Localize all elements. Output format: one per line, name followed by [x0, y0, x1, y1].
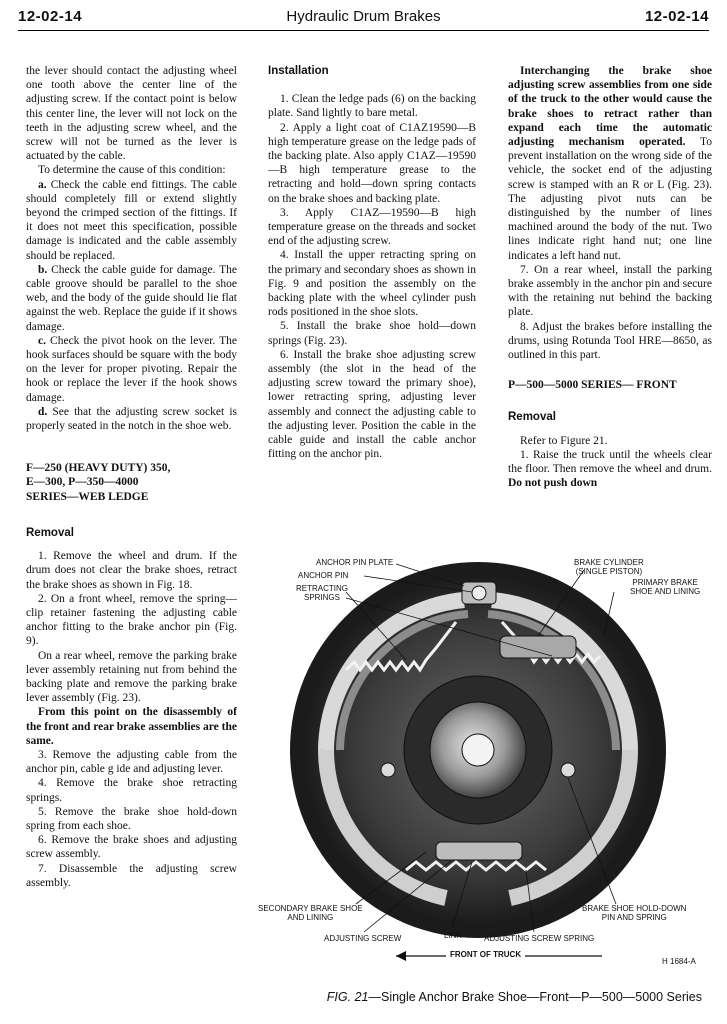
caption-text: —Single Anchor Brake Shoe—Front—P—500—5000 Series: [368, 990, 702, 1004]
label-line: SHOE AND LINING: [630, 587, 701, 596]
label-line: SECONDARY BRAKE SHOE: [258, 904, 363, 913]
item-label: d.: [38, 405, 48, 418]
removal-heading: Removal: [508, 411, 556, 424]
check-item-b: [26, 263, 237, 334]
label-line: PIN AND SPRING: [601, 913, 667, 922]
label-line: (SINGLE PISTON): [575, 567, 643, 576]
item-text: Check the pivot hook on the lever. The hook surfaces should be square with the body on the lever for proper pivoting. Repair the hook or replace the lever if the hook shows damage.: [26, 334, 237, 404]
step: On a rear wheel, remove the parking brake lever assembly retaining nut from behind the backing plate and remove the parking brake lever assembly (Fig. 23).: [26, 649, 237, 705]
figure-reference: H 1684-A: [662, 957, 696, 966]
step: 6. Remove the brake shoes and adjusting screw assembly.: [26, 834, 237, 861]
label-hold-down: [582, 904, 686, 922]
item-text: Check the cable end fittings. The cable should completely fill or extend slightly beyond the crimped section of the fittings. If it does not meet this specification, possible damage is indicated and the cable assembly should be replaced.: [26, 178, 237, 262]
installation-heading: Installation: [268, 65, 329, 77]
check-item-d: [26, 405, 237, 433]
step: 7. On a rear wheel, install the parking brake assembly in the anchor pin and secure with the retaining nut behind the backing plate.: [508, 263, 712, 319]
series-heading: P—500—5000 SERIES— FRONT: [508, 379, 677, 392]
page-header: [0, 0, 727, 32]
column-3: [508, 64, 712, 490]
step: 1. Remove the wheel and drum. If the drum does not clear the brake shoes, retract the brake shoes as shown in Fig. 18.: [26, 550, 237, 591]
item-text: See that the adjusting screw socket is properly seated in the notch in the shoe web.: [26, 405, 237, 433]
brake-cylinder: [500, 636, 576, 658]
hold-down-pin-right: [561, 763, 575, 777]
warning-bold: Interchanging the brake shoe adjusting screw assemblies from one side of the truck to the other would cause the brake shoes to retract rather than expand each time the automatic adjusting mechanism operated.: [508, 65, 712, 149]
header-rule: [18, 30, 709, 31]
series-heading-line: F—250 (HEAVY DUTY) 350,: [26, 462, 171, 475]
step: 7. Disassemble the adjusting screw assembly.: [26, 862, 237, 889]
front-arrow-head: [396, 951, 406, 961]
label-line: BRAKE CYLINDER: [574, 558, 644, 567]
column-2: [268, 64, 476, 461]
step-bold: Do not push down: [508, 477, 598, 490]
label-anchor-pin-plate: ANCHOR PIN PLATE: [316, 558, 394, 567]
figure-21: [256, 552, 726, 982]
hold-down-pin-left: [381, 763, 395, 777]
series-heading-line: SERIES—WEB LEDGE: [26, 490, 149, 503]
label-line: SPRINGS: [303, 593, 340, 602]
label-primary-shoe: [630, 578, 700, 596]
warning-paragraph: [508, 64, 712, 263]
step: 4. Install the upper retracting spring on the primary and secondary shoes as shown in Fig. 9 and position the assembly on the backing plate with the wheel cylinder push rods positioned in the shoe slots.: [268, 249, 476, 319]
label-line: PRIMARY BRAKE: [632, 578, 698, 587]
label-adjusting-screw-spring: ADJUSTING SCREW SPRING: [484, 934, 595, 943]
adjusting-screw: [436, 842, 522, 860]
label-line: AND LINING: [287, 913, 334, 922]
column-1: [26, 64, 237, 890]
label-anchor-pin: ANCHOR PIN: [298, 571, 349, 580]
step-text: 1. Raise the truck until the wheels clear the floor. Then remove the wheel and drum.: [508, 448, 712, 476]
page-number-right: 12-02-14: [644, 8, 709, 25]
item-label: b.: [38, 263, 48, 276]
label-link: LINK: [444, 931, 462, 940]
step: 8. Adjust the brakes before installing the drums, using Rotunda Tool HRE—8650, as outlined in this part.: [508, 320, 712, 362]
paragraph: the lever should contact the adjusting wheel one tooth above the center line of the adjusting screw. If the contact point is below this center line, the lever will not lock on the teeth in the adjusting screw wheel, and the screw will not be turned as the lever is actuated by the cable.: [26, 65, 237, 163]
step: 2. Apply a light coat of C1AZ19590—B high temperature grease on the ledge pads of the backing plate. Also apply C1AZ—19590—B high temperature grease to the retracting and hold—down spring contacts on the brake shoes and backing plate.: [268, 121, 476, 205]
step: 3. Apply C1AZ—19590—B high temperature grease on the threads and socket end of the adjusting screw.: [268, 206, 476, 248]
step: 1. Clean the ledge pads (6) on the backing plate. Sand lightly to bare metal.: [268, 93, 476, 120]
item-label: a.: [38, 178, 47, 191]
item-text: Check the cable guide for damage. The cable groove should be parallel to the shoe web, and the body of the guide should lie flat against the web. Replace the guide if it shows damage.: [26, 263, 237, 333]
figure-caption: [262, 990, 702, 1004]
caption-fig-number: FIG. 21: [326, 990, 369, 1004]
label-retracting-springs: [296, 584, 348, 602]
step: 2. On a front wheel, remove the spring—clip retainer fastening the adjusting cable anchor fitting to the brake anchor pin (Fig. 9).: [26, 592, 237, 648]
anchor-pin: [472, 586, 486, 600]
label-secondary-shoe: [258, 904, 363, 922]
label-adjusting-screw: ADJUSTING SCREW: [324, 934, 402, 943]
warning-rest: To prevent installation on the wrong side of the vehicle, the socket end of the adjusting screw is stamped with an R or L (Fig. 23). The adjusting pivot nuts can be distinguished by the number of lines machined around the body of the nut. Two lines indicate right hand nut; one line indicates a left hand nut.: [508, 136, 713, 262]
step-note: From this point on the disassembly of the front and rear brake assemblies are the same.: [26, 706, 237, 747]
label-line: RETRACTING: [296, 584, 348, 593]
label-front-of-truck: FRONT OF TRUCK: [446, 950, 525, 959]
spindle-nut: [462, 734, 494, 766]
step: 3. Remove the adjusting cable from the anchor pin, cable g ide and adjusting lever.: [26, 748, 237, 776]
paragraph: Refer to Figure 21.: [520, 434, 608, 447]
step: [508, 448, 712, 491]
paragraph: To determine the cause of this condition:: [38, 164, 226, 177]
page-title: Hydraulic Drum Brakes: [286, 8, 441, 25]
removal-heading: Removal: [26, 526, 74, 539]
check-item-c: [26, 334, 237, 405]
step: 5. Remove the brake shoe hold-down spring from each shoe.: [26, 805, 237, 832]
label-line: BRAKE SHOE HOLD-DOWN: [582, 904, 687, 913]
check-item-a: [26, 178, 237, 263]
item-label: c.: [38, 334, 46, 347]
step: 4. Remove the brake shoe retracting springs.: [26, 777, 237, 804]
step: 6. Install the brake shoe adjusting screw assembly (the slot in the head of the adjusting screw toward the primary shoe), lower retracting spring, adjusting lever assembly and connect the adjusting cable to the adjusting lever. Position the cable in the cable guide and install the cable anchor fitting on the anchor pin.: [268, 348, 476, 461]
step: 5. Install the brake shoe hold—down springs (Fig. 23).: [268, 320, 476, 347]
series-heading-line: E—300, P—350—4000: [26, 476, 139, 489]
page-number-left: 12-02-14: [18, 8, 83, 25]
label-brake-cylinder: [574, 558, 644, 576]
